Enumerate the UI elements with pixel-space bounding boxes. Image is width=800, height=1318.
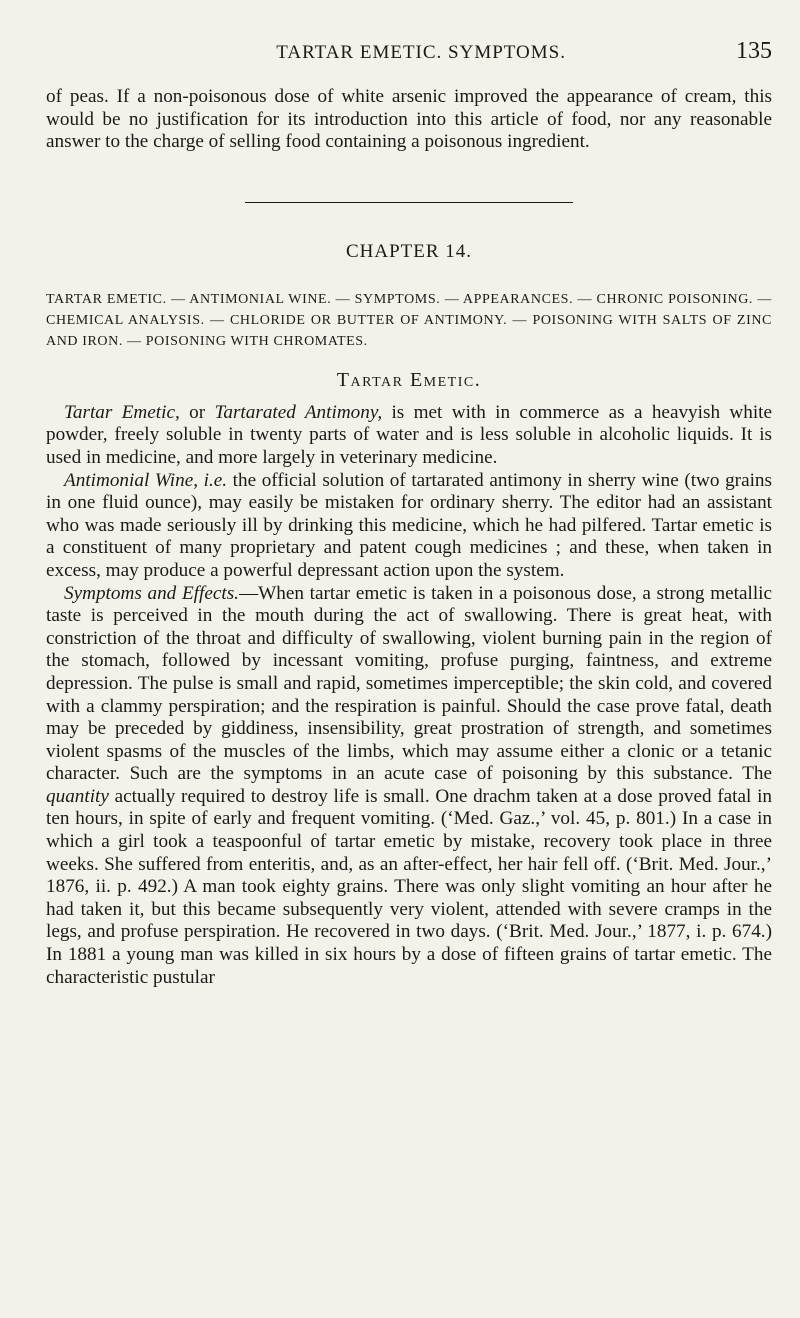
paragraph-text: is met with in commerce as a heavyish white powder, freely soluble in twenty parts of water and is less soluble in alcoholic liquids. It is used in medicine, and more largely in veterinary medicine.: [46, 401, 773, 468]
running-head: [46, 38, 772, 68]
paragraph-text: —When tartar emetic is taken in a poisonous dose, a strong metallic taste is perceived in the mouth during the act of swallowing. There is great heat, with constriction of the throat and difficulty of swallowing, violent burning pain in the region of the stomach, followed by incessant vomiting, profuse purging, faintness, and extreme depression. The pulse is small and rapid, sometimes imperceptible; the skin cold, and covered with a clammy perspiration; and the respiration is painful. Should the case prove fatal, death may be preceded by giddiness, insensibility, great prostration of strength, and sometimes violent spasms of the muscles of the limbs, which may assume either a clonic or a tetanic character. Such are the symptoms in an acute case of poisoning by this substance. The: [46, 582, 772, 785]
term-symptoms-and-effects: Symptoms and Effects.: [64, 582, 239, 604]
continued-paragraph: of peas. If a non-poisonous dose of white arsenic improved the appearance of cream, this would be no justification for its introduction into this article of food, nor any reasonable answer to the charge of selling food containing a poisonous ingredient.: [46, 86, 772, 153]
term-quantity: quantity: [46, 785, 109, 807]
running-head-title: TARTAR EMETIC. SYMPTOMS.: [276, 42, 566, 63]
book-page: [46, 38, 772, 989]
paragraph-text: actually required to destroy life is small. One drachm taken at a dose proved fatal in ten hours, in spite of early and frequent vomiting. (‘Med. Gaz.,’ vol. 45, p. 801.) In a case in which a girl took a teaspoonful of tartar emetic by mistake, recovery took place in three weeks. She suffered from enteritis, and, as an after-effect, her hair fell off. (‘Brit. Med. Jour.,’ 1876, ii. p. 492.) A man took eighty grains. There was only slight vomiting an hour after he had taken it, but this became subsequently very violent, attended with severe cramps in the legs, and profuse perspiration. He recovered in two days. (‘Brit. Med. Jour.,’ 1877, i. p. 674.) In 1881 a young man was killed in six hours by a dose of fifteen grains of tartar emetic. The characteristic pustular: [46, 785, 772, 988]
paragraph-text: the official solution of tartarated antimony in sherry wine (two grains in one fluid ounce), may easily be mistaken for ordinary sherry. The editor had an assistant who was made seriously ill by drinking this medicine, which he had pilfered. Tartar emetic is a constituent of many proprietary and patent cough medicines ; and these, when taken in excess, may produce a powerful depressant action upon the system.: [46, 469, 772, 581]
page-number: 135: [736, 38, 772, 64]
text-or: or: [179, 401, 215, 423]
chapter-title: CHAPTER 14.: [345, 240, 473, 262]
chapter-contents: TARTAR EMETIC. — ANTIMONIAL WINE. — SYMPTOMS. — APPEARANCES. — CHRONIC POISONING. — CHEMICAL ANALYSIS. — CHLORIDE OR BUTTER OF ANTIMONY. — POISONING WITH SALTS OF ZINC AND IRON. — POISONING WITH CHROMATES.: [46, 291, 772, 349]
term-tartarated-antimony: Tartarated Antimony,: [214, 401, 383, 423]
section-divider: [245, 202, 573, 203]
term-ie: i.e.: [203, 469, 228, 491]
paragraph-antimonial-wine: [46, 470, 772, 583]
term-antimonial-wine: Antimonial Wine,: [64, 469, 199, 491]
paragraph-symptoms: [46, 583, 772, 990]
term-tartar-emetic: Tartar Emetic,: [64, 401, 180, 423]
section-heading: Tartar Emetic.: [336, 368, 482, 391]
paragraph-tartar-emetic: [46, 402, 772, 470]
